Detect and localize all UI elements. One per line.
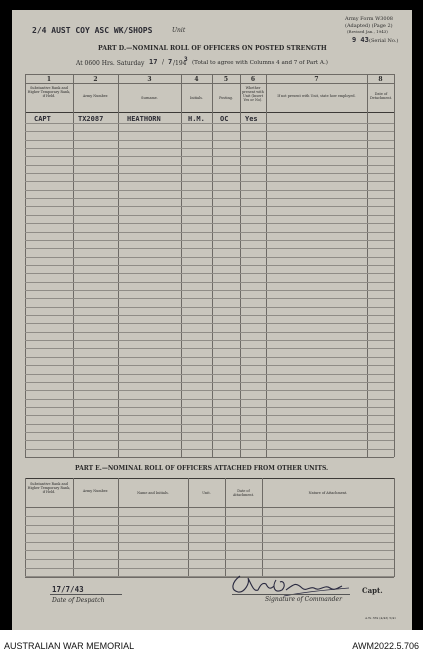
despatch-date: 17/7/43 [52, 585, 84, 594]
part-d-title: PART D.—NOMINAL ROLL OF OFFICERS ON POSTED STRENGTH [98, 45, 327, 52]
serial-number: 9 43 [352, 36, 369, 44]
ruled-line [25, 140, 394, 141]
ruled-line [25, 542, 394, 543]
col-number-8: 8 [378, 76, 383, 83]
serial-label: (Serial No.) [369, 38, 399, 44]
caption-source: AUSTRALIAN WAR MEMORIAL [4, 641, 135, 651]
ruled-line [25, 449, 394, 450]
ruled-line [25, 525, 394, 526]
ruled-line [25, 432, 394, 433]
ruled-line [25, 290, 394, 291]
e-header-nature: Nature of Attachment. [308, 491, 348, 495]
ruled-line [25, 568, 394, 569]
col-number-1: 1 [46, 76, 52, 83]
e-header-army-number: Army Number. [82, 489, 109, 493]
unit-label: Unit [172, 27, 186, 34]
ruled-line [25, 382, 394, 383]
ruled-line [25, 190, 394, 191]
signature-label: Signature of Commander [265, 596, 342, 603]
total-note: (Total to agree with Columns 4 and 7 of Part A.) [192, 60, 328, 66]
col-header-posting: Posting. [219, 96, 233, 100]
col-number-7: 7 [314, 76, 319, 83]
form-number: Army Form W3008 [345, 16, 393, 22]
e-header-unit: Unit. [202, 491, 211, 495]
ruled-line [25, 424, 394, 425]
ruled-line [25, 232, 394, 233]
row-1-rank: CAPT [34, 115, 51, 123]
ruled-line [25, 181, 394, 182]
row-1-surname: HEATHORN [127, 115, 161, 123]
ruled-line [25, 374, 394, 375]
col-number-4: 4 [194, 76, 199, 83]
ruled-line [25, 365, 394, 366]
at-text: At 0600 Hrs. Saturday [76, 60, 145, 67]
form-adapted: (Adapted) (Page 2) [345, 23, 393, 29]
ruled-line [25, 440, 394, 441]
caption-id: AWM2022.5.706 [352, 641, 419, 651]
ruled-line [25, 550, 394, 551]
ruled-line [25, 215, 394, 216]
ruled-line [25, 348, 394, 349]
col-header-present: Whether present with Unit (Insert Yes or No). [242, 86, 264, 102]
ruled-line [25, 257, 394, 258]
part-e-title: PART E.—NOMINAL ROLL OF OFFICERS ATTACHED FROM OTHER UNITS. [75, 465, 329, 472]
ruled-line [25, 265, 394, 266]
ruled-line [25, 390, 394, 391]
row-1-present: Yes [245, 115, 258, 123]
ruled-line [25, 340, 394, 341]
ruled-line [25, 248, 394, 249]
form-page: 2/4 AUST COY ASC WK/SHOPS Unit Army Form W3008 (Adapted) (Page 2) (Revised Jan., 1943) 9 43 (Serial No.) PART D.—NOMINAL ROLL OF OFFICERS ON POSTED STRENGTH At 0600 Hrs. Saturday 17 / 7 /194 3 (Total to agree with Columns 4 and 7 of Part A.) 1 2 3 4 5 6 7 8 Substantive Rank and Higher Temporary Rank, if Held. Army Number. Surname. Initials. Posting. Whether present with Unit (Insert Yes or No). If not present with Unit, state how employed. Date of Detachment. CAPT TX2087 HEATHORN H.M. OC Yes PART E.—NOMINAL ROLL OF OFFICERS ATTACHED FROM OTHER UNITS. Substantive Rank and Higher Temporary Rank, if Held. Army Number. Name and Initials. Unit. Date of Attachment. Nature of Attachment. 17/7/43 Date of Despatch Signature of Commander Capt. A.W. 359 (4/43) 5/41 [12, 10, 412, 630]
row-1-initials: H.M. [188, 115, 205, 123]
unit-name: 2/4 AUST COY ASC WK/SHOPS [32, 26, 153, 35]
form-revised: (Revised Jan., 1943) [347, 29, 388, 34]
col-header-rank: Substantive Rank and Higher Temporary Rank, if Held. [27, 86, 71, 98]
ruled-line [25, 206, 394, 207]
ruled-line [25, 156, 394, 157]
ruled-line [25, 148, 394, 149]
col-header-initials: Initials. [190, 96, 203, 100]
ruled-line [25, 516, 394, 517]
ruled-line [25, 415, 394, 416]
date-year: /194 [173, 60, 187, 67]
col-number-2: 2 [93, 76, 98, 83]
ruled-line [25, 332, 394, 333]
ruled-line [25, 323, 394, 324]
ruled-line [25, 282, 394, 283]
ruled-line [25, 123, 394, 124]
col-header-employed: If not present with Unit, state how employed. [277, 94, 356, 98]
ruled-line [25, 223, 394, 224]
ruled-line [25, 240, 394, 241]
date-day: 17 [149, 58, 158, 66]
ruled-line [25, 273, 394, 274]
ruled-line [25, 198, 394, 199]
ruled-line [25, 131, 394, 132]
ruled-line [25, 315, 394, 316]
e-header-name: Name and Initials. [137, 491, 169, 495]
col-header-date-detachment: Date of Detachment. [369, 92, 393, 100]
despatch-label: Date of Despatch [52, 597, 105, 604]
ruled-line [25, 399, 394, 400]
ruled-line [25, 533, 394, 534]
caption-bar [0, 630, 423, 653]
ruled-line [25, 307, 394, 308]
col-number-5: 5 [223, 76, 229, 83]
date-year-end: 3 [184, 56, 188, 63]
date-month: 7 [168, 58, 173, 66]
commander-rank: Capt. [362, 586, 383, 595]
ruled-line [25, 407, 394, 408]
e-header-rank: Substantive Rank and Higher Temporary Rank, if Held. [27, 482, 71, 494]
col-number-3: 3 [147, 76, 152, 83]
ruled-line [25, 165, 394, 166]
row-1-posting: OC [220, 115, 229, 123]
ruled-line [25, 357, 394, 358]
ruled-line [25, 559, 394, 560]
ruled-line [25, 298, 394, 299]
row-1-army-number: TX2087 [78, 115, 104, 123]
e-header-date-attachment: Date of Attachment. [232, 489, 255, 497]
print-code: A.W. 359 (4/43) 5/41 [365, 616, 397, 620]
ruled-line [25, 173, 394, 174]
col-header-surname: Surname. [141, 96, 158, 100]
col-header-army-number: Army Number. [82, 94, 109, 98]
col-number-6: 6 [250, 76, 256, 83]
